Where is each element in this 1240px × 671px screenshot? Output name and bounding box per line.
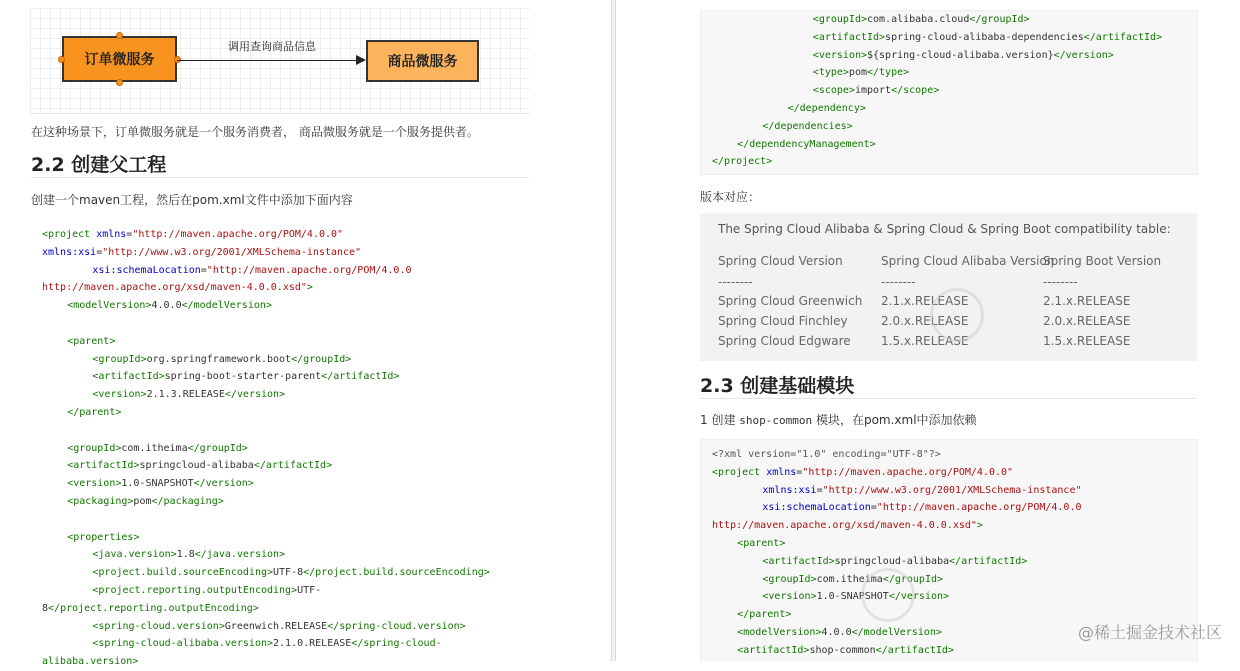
code-token: </parent>	[737, 609, 792, 621]
code-token: </dependency>	[787, 102, 866, 114]
code-line	[42, 351, 490, 369]
code-line	[42, 386, 490, 404]
compatibility-table-title: The Spring Cloud Alibaba & Spring Cloud & Spring Boot compatibility table:	[718, 222, 1171, 236]
code-token: </dependencies>	[762, 120, 853, 132]
compat-cell: 1.5.x.RELEASE	[1043, 334, 1131, 348]
code-token: <groupId>	[92, 353, 147, 365]
watermark-text: @稀土掘金技术社区	[1077, 623, 1222, 642]
code-token: spring-boot-starter-parent	[164, 371, 322, 383]
code-line	[712, 624, 1082, 642]
scenario-text: 在这种场景下，订单微服务就是一个服务消费者， 商品微服务就是一个服务提供者。	[31, 125, 479, 139]
code-token: =	[126, 229, 133, 240]
step-suffix: 模块，在pom.xml中添加依赖	[815, 413, 977, 427]
step-module-code: shop-common	[739, 414, 813, 427]
arrow-label: 调用查询商品信息	[228, 40, 316, 53]
code-token: =	[200, 264, 207, 276]
version-label: 版本对应：	[700, 190, 761, 204]
compat-cell: 2.1.x.RELEASE	[881, 294, 969, 308]
code-line	[42, 368, 490, 386]
code-token: <groupId>	[67, 442, 122, 454]
code-token: 1.8	[176, 549, 195, 561]
pom-code-block	[42, 226, 490, 671]
watermark-logo-icon	[930, 288, 984, 342]
code-token: </groupId>	[882, 573, 944, 585]
code-token: >	[976, 520, 983, 532]
code-token: >	[306, 282, 313, 294]
code-line	[42, 297, 490, 315]
code-token: <version>	[92, 389, 147, 401]
code-token: </version>	[193, 478, 254, 490]
code-line	[42, 244, 490, 262]
code-line	[42, 511, 490, 529]
code-line	[712, 11, 1162, 29]
code-line	[712, 553, 1082, 571]
connector-handle-icon	[58, 56, 65, 63]
compat-cell: Spring Cloud Finchley	[718, 314, 848, 328]
code-token: xmlns:xsi	[42, 246, 97, 258]
compat-cell: 2.1.x.RELEASE	[1043, 294, 1131, 308]
code-line	[712, 82, 1162, 100]
code-line	[712, 482, 1082, 500]
code-token: </modelVersion>	[851, 626, 942, 638]
code-token: </spring-cloud.version>	[327, 620, 466, 632]
code-token: <version>	[762, 591, 817, 603]
code-line	[42, 546, 490, 564]
code-token: Greenwich.RELEASE	[224, 620, 328, 632]
section-title-base-module: 2.3 创建基础模块	[700, 375, 855, 397]
connector-handle-icon	[116, 79, 123, 86]
watermark-logo-icon	[861, 568, 915, 622]
code-token: </parent>	[67, 406, 122, 418]
shop-common-pom-code	[712, 446, 1082, 660]
code-token: </artifactId>	[1083, 31, 1163, 43]
code-token: xmlns	[766, 466, 797, 478]
code-token: com.itheima	[816, 573, 883, 585]
compatibility-table	[700, 213, 1197, 361]
code-token: <artifactId>	[762, 555, 835, 567]
code-token: <properties>	[67, 531, 140, 543]
compat-header-cell: Spring Cloud Version	[718, 254, 843, 268]
code-token: <spring-cloud.version>	[92, 620, 225, 632]
code-token: 8	[42, 602, 49, 614]
compat-cell: 2.0.x.RELEASE	[1043, 314, 1131, 328]
code-line	[712, 100, 1162, 118]
code-line	[712, 29, 1162, 47]
compat-separator: --------	[718, 275, 753, 289]
code-token: "http://www.w3.org/2001/XMLSchema-instance"	[102, 246, 362, 258]
code-token: 4.0.0	[151, 300, 182, 312]
code-token: =	[870, 502, 877, 514]
code-token: </project.reporting.outputEncoding>	[48, 602, 259, 614]
code-token: <project	[42, 229, 97, 240]
code-token: 4.0.0	[821, 626, 852, 638]
code-line	[42, 529, 490, 547]
code-line	[42, 600, 490, 618]
code-token: pom	[133, 495, 152, 507]
code-token: xmlns:xsi	[762, 484, 817, 496]
code-line	[712, 517, 1082, 535]
code-line	[712, 47, 1162, 65]
compat-header-cell: Spring Boot Version	[1043, 254, 1162, 268]
code-token: import	[854, 85, 892, 97]
code-token: ${spring-cloud-alibaba.version}	[866, 49, 1054, 61]
code-line	[712, 446, 1082, 464]
code-line	[42, 422, 490, 440]
code-token: </type>	[866, 67, 910, 79]
code-token: com.itheima	[121, 442, 188, 454]
code-line	[42, 493, 490, 511]
code-token: =	[96, 246, 103, 258]
code-token: <spring-cloud-alibaba.version>	[92, 638, 274, 650]
compat-header-cell: Spring Cloud Alibaba Version	[881, 254, 1055, 268]
code-token: <modelVersion>	[67, 300, 152, 312]
code-token: <project.reporting.outputEncoding>	[92, 584, 298, 596]
code-token: </dependencyManagement>	[737, 138, 876, 150]
code-line	[42, 262, 490, 280]
step-prefix: 1 创建	[700, 413, 736, 427]
code-line	[42, 653, 490, 671]
code-token: <packaging>	[67, 495, 134, 507]
code-token: pom	[848, 67, 867, 79]
code-line	[42, 333, 490, 351]
code-token: <version>	[67, 478, 122, 490]
compat-cell: 2.0.x.RELEASE	[881, 314, 969, 328]
arrow-head-icon	[356, 55, 366, 65]
right-page	[616, 0, 1240, 661]
compat-cell: Spring Cloud Edgware	[718, 334, 851, 348]
code-token: </java.version>	[194, 549, 286, 561]
code-token: </spring-cloud-	[351, 638, 442, 650]
dependency-management-code-box	[700, 10, 1198, 175]
compat-cell: 1.5.x.RELEASE	[881, 334, 969, 348]
code-token: </modelVersion>	[181, 300, 272, 312]
code-token: <artifactId>	[92, 371, 165, 383]
code-token: "http://maven.apache.org/POM/4.0.0"	[802, 466, 1014, 478]
heading-divider	[31, 177, 529, 178]
code-token: <artifactId>	[812, 31, 886, 43]
code-token: 2.1.3.RELEASE	[146, 389, 225, 401]
code-token: <type>	[812, 67, 849, 79]
code-token: springcloud-alibaba	[834, 555, 950, 567]
code-line	[712, 153, 1162, 171]
service-call-diagram	[30, 8, 530, 114]
code-token: <artifactId>	[67, 460, 140, 472]
code-token: </artifactId>	[253, 460, 333, 472]
code-token: alibaba.version>	[42, 656, 139, 668]
code-token: 2.1.0.RELEASE	[273, 638, 352, 650]
call-arrow-line	[177, 60, 359, 61]
section-title-parent-project: 2.2 创建父工程	[31, 154, 167, 176]
code-token: <parent>	[737, 537, 786, 549]
code-token: xsi:schemaLocation	[92, 264, 201, 276]
code-line	[712, 499, 1082, 517]
code-token: </packaging>	[151, 495, 224, 507]
code-token: </artifactId>	[321, 371, 400, 383]
code-line	[42, 635, 490, 653]
code-token: </groupId>	[291, 353, 352, 365]
code-line	[42, 457, 490, 475]
compat-cell: Spring Cloud Greenwich	[718, 294, 863, 308]
code-line	[42, 440, 490, 458]
code-token: spring-cloud-alibaba-dependencies	[885, 31, 1084, 43]
code-token: xmlns	[96, 229, 127, 240]
code-token: </version>	[888, 591, 950, 603]
code-token: <parent>	[67, 335, 116, 347]
code-token: </version>	[1053, 49, 1114, 61]
code-token: 1.0-SNAPSHOT	[816, 591, 889, 603]
code-token: "http://maven.apache.org/POM/4.0.0"	[132, 229, 344, 240]
code-token: <java.version>	[92, 549, 177, 561]
code-token: =	[816, 484, 823, 496]
code-line	[42, 226, 490, 244]
step-text	[700, 411, 977, 428]
code-token: =	[796, 466, 803, 478]
goods-service-box: 商品微服务	[366, 40, 479, 82]
code-token: springcloud-alibaba	[139, 460, 254, 472]
code-token: </groupId>	[187, 442, 248, 454]
code-token: 1.0-SNAPSHOT	[121, 478, 194, 490]
code-line	[42, 279, 490, 297]
code-line	[712, 642, 1082, 660]
left-page	[0, 0, 611, 668]
code-token: <groupId>	[812, 14, 867, 25]
code-token: <artifactId>	[737, 644, 810, 656]
code-token: "http://www.w3.org/2001/XMLSchema-instance"	[822, 484, 1082, 496]
code-token: <project	[712, 466, 767, 478]
code-token: </groupId>	[969, 14, 1030, 25]
code-line	[712, 64, 1162, 82]
code-token: shop-common	[809, 644, 876, 656]
code-line	[712, 464, 1082, 482]
code-token: <scope>	[812, 85, 855, 97]
code-token: http://maven.apache.org/xsd/maven-4.0.0.xsd"	[712, 520, 977, 532]
code-token: xsi:schemaLocation	[762, 502, 871, 514]
code-token: </project>	[712, 156, 773, 168]
code-line	[42, 618, 490, 636]
code-token: org.springframework.boot	[146, 353, 292, 365]
compat-separator: --------	[881, 275, 916, 289]
code-token: UTF-8	[273, 567, 304, 579]
code-token: <groupId>	[762, 573, 817, 585]
code-token: </project.build.sourceEncoding>	[303, 567, 490, 579]
section-intro: 创建一个maven工程，然后在pom.xml文件中添加下面内容	[31, 193, 353, 207]
code-line	[712, 535, 1082, 553]
code-token: "http://maven.apache.org/POM/4.0.0	[876, 502, 1082, 514]
code-token: "http://maven.apache.org/POM/4.0.0	[206, 264, 412, 276]
code-line	[712, 136, 1162, 154]
code-token: </artifactId>	[949, 555, 1028, 567]
code-token: </scope>	[891, 85, 940, 97]
code-line	[42, 475, 490, 493]
order-service-box: 订单微服务	[62, 36, 177, 82]
code-token: <version>	[812, 49, 867, 61]
code-line	[42, 404, 490, 422]
code-token: UTF-	[297, 584, 322, 596]
connector-handle-icon	[116, 32, 123, 39]
code-token: </artifactId>	[875, 644, 954, 656]
code-token: http://maven.apache.org/xsd/maven-4.0.0.xsd"	[42, 282, 307, 294]
code-line	[712, 118, 1162, 136]
code-token: </version>	[224, 389, 286, 401]
code-token: <modelVersion>	[737, 626, 822, 638]
code-token: com.alibaba.cloud	[866, 14, 970, 25]
code-line	[42, 315, 490, 333]
dependency-management-code	[712, 11, 1162, 171]
compat-separator: --------	[1043, 275, 1078, 289]
code-line	[42, 564, 490, 582]
code-line	[42, 582, 490, 600]
heading-divider	[700, 398, 1196, 399]
code-token: <?xml version="1.0" encoding="UTF-8"?>	[712, 449, 941, 460]
code-token: <project.build.sourceEncoding>	[92, 567, 274, 579]
